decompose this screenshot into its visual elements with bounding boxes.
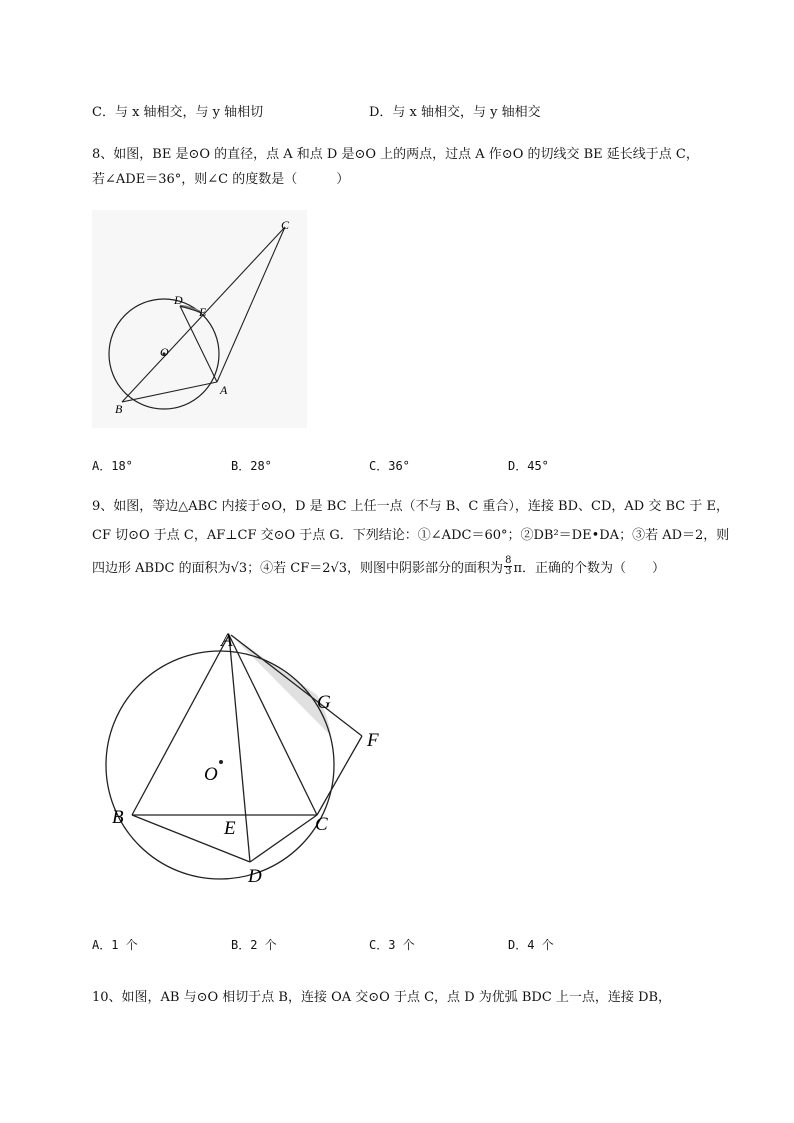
q9-stem-line3-part1: 四边形 ABDC 的面积为√3；④若 CF＝2√3，则图中阴影部分的面积为 [92, 561, 504, 576]
q8-label-d: D [174, 293, 183, 307]
q9-center-dot [219, 760, 223, 764]
q9-label-g: G [317, 692, 331, 713]
q9-option-a: A．1 个 [92, 938, 138, 952]
q9-label-e: E [224, 818, 236, 839]
q8-label-a: A [220, 383, 228, 397]
q9-label-o: O [204, 764, 218, 785]
q9-label-f: F [367, 730, 379, 751]
q8-label-b: B [115, 402, 123, 416]
q8-option-b: B．28° [231, 459, 272, 473]
q9-line-ab [132, 635, 229, 815]
q7-option-c: C．与 x 轴相交，与 y 轴相切 [92, 105, 264, 120]
q9-shaded-region [231, 635, 331, 736]
q8-label-e: E [199, 305, 207, 319]
q8-option-c: C．36° [369, 459, 410, 473]
q8-label-c: C [281, 218, 290, 232]
q8-figure [92, 210, 307, 428]
q9-label-b: B [112, 807, 124, 828]
q9-line-af [231, 635, 362, 736]
q9-fraction-numerator: 8 [505, 555, 512, 566]
q9-stem-line2: CF 切⊙O 于点 C，AF⊥CF 交⊙O 于点 G．下列结论：①∠ADC＝60°；②DB²＝DE•DA；③若 AD＝2，则 [92, 528, 730, 543]
q9-line-cf [317, 736, 362, 815]
q9-figure [100, 620, 400, 895]
q7-option-d: D．与 x 轴相交，与 y 轴相交 [369, 105, 541, 120]
q9-option-c: C．3 个 [369, 938, 415, 952]
q9-label-a: A [221, 630, 233, 651]
q9-stem-line3 [92, 556, 665, 577]
q8-stem-line2: 若∠ADE＝36°，则∠C 的度数是（ ） [92, 172, 350, 187]
q9-label-d: D [248, 866, 262, 887]
q8-stem-line1: 8、如图，BE 是⊙O 的直径，点 A 和点 D 是⊙O 上的两点，过点 A 作⊙O 的切线交 BE 延长线于点 C， [92, 147, 699, 162]
q8-label-o: O [160, 345, 169, 359]
q8-option-a: A．18° [92, 459, 133, 473]
q8-option-d: D．45° [508, 459, 549, 473]
q9-stem-line3-part2: π．正确的个数为（ ） [513, 561, 665, 576]
q9-fraction [504, 556, 512, 577]
q9-option-b: B．2 个 [231, 938, 277, 952]
q10-stem-line1: 10、如图，AB 与⊙O 相切于点 B，连接 OA 交⊙O 于点 C，点 D 为优弧 BDC 上一点，连接 DB， [92, 990, 672, 1005]
q9-stem-line1: 9、如图，等边△ABC 内接于⊙O，D 是 BC 上任一点（不与 B、C 重合），连接 BD、CD，AD 交 BC 于 E， [92, 499, 729, 514]
q9-line-ac [229, 635, 317, 815]
q9-fraction-denominator: 3 [505, 566, 512, 577]
q9-option-d: D．4 个 [508, 938, 554, 952]
q9-label-c: C [315, 814, 328, 835]
